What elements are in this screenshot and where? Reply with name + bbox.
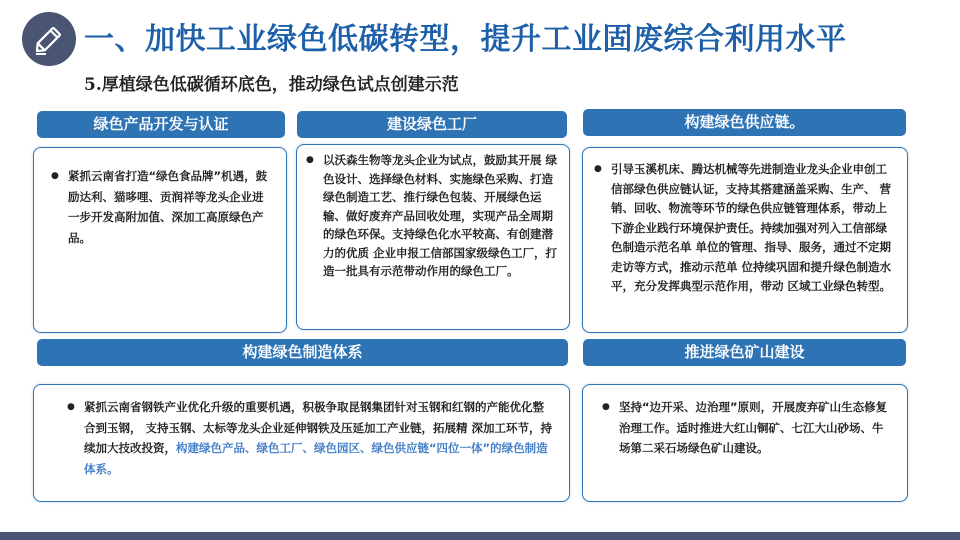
section-header-green-supply-chain: 构建绿色供应链。 (583, 109, 906, 136)
footer-bar (0, 532, 960, 540)
logo-badge (22, 12, 76, 66)
section-text: ● 以沃森生物等龙头企业为试点，鼓励其开展 绿色设计、选择绿色材料、实施绿色采购、打造绿色制造工艺、推行绿色包装、开展绿色运输、做好废弃产品回收处理，实现产品全周期的绿色环保。支持绿色化水平较高、有创建潜力的优质 企业申报工信部国家级绿色工厂，打造一批具有示范带动作用的绿色工厂。 (303, 151, 557, 281)
section-box-green-products (33, 147, 287, 333)
section-text: ● 引导玉溪机床、腾达机械等先进制造业龙头企业申创工信部绿色供应链认证，支持其搭建涵盖采购、生产、 营销、回收、物流等环节的绿色供应链管理体系，带动上下游企业践行环境保护责任。持续加强对列入工信部绿色制造示范名单 单位的管理、指导、服务，通过不定期走访等方式，推动示范单 位持续巩固和提升绿色制造水平，充分发挥典型示范作用，带动 区域工业绿色转型。 (591, 160, 897, 297)
section-box-green-mines (582, 384, 908, 502)
section-box-green-supply-chain (582, 147, 908, 333)
page-title: 一、加快工业绿色低碳转型，提升工业固废综合利用水平 (84, 22, 847, 57)
section-text: ● 紧抓云南省打造“绿色食品牌”机遇，鼓励达利、猫哆哩、贡润祥等龙头企业进一步开发高附加值、深加工高原绿色产品。 (48, 166, 272, 248)
section-text-highlight: 构建绿色产品、绿色工厂、绿色园区、绿色供应链“四位一体”的绿色制造体系。 (84, 441, 548, 476)
page-subtitle: 5.厚植绿色低碳循环底色，推动绿色试点创建示范 (84, 75, 459, 95)
section-text-main: 紧抓云南省钢铁产业优化升级的重要机遇，积极争取昆钢集团针对玉钢和红钢的产能优化整合到玉钢， 支持玉钢、太标等龙头企业延伸钢铁及压延加工产业链，拓展精 深加工环节，持续加大技改投资， (84, 400, 553, 455)
section-header-green-products: 绿色产品开发与认证 (37, 111, 285, 138)
section-header-green-manufacturing: 构建绿色制造体系 (37, 339, 568, 366)
section-header-green-mines: 推进绿色矿山建设 (583, 339, 906, 366)
pencil-icon (22, 12, 76, 66)
section-header-green-factory: 建设绿色工厂 (297, 111, 567, 138)
section-text (64, 397, 553, 479)
section-box-green-factory (296, 144, 570, 330)
section-box-green-manufacturing (33, 384, 570, 502)
section-text: ● 坚持“边开采、边治理”原则，开展废弃矿山生态修复治理工作。适时推进大红山铜矿、七江大山砂场、牛场第二采石场绿色矿山建设。 (599, 397, 893, 459)
